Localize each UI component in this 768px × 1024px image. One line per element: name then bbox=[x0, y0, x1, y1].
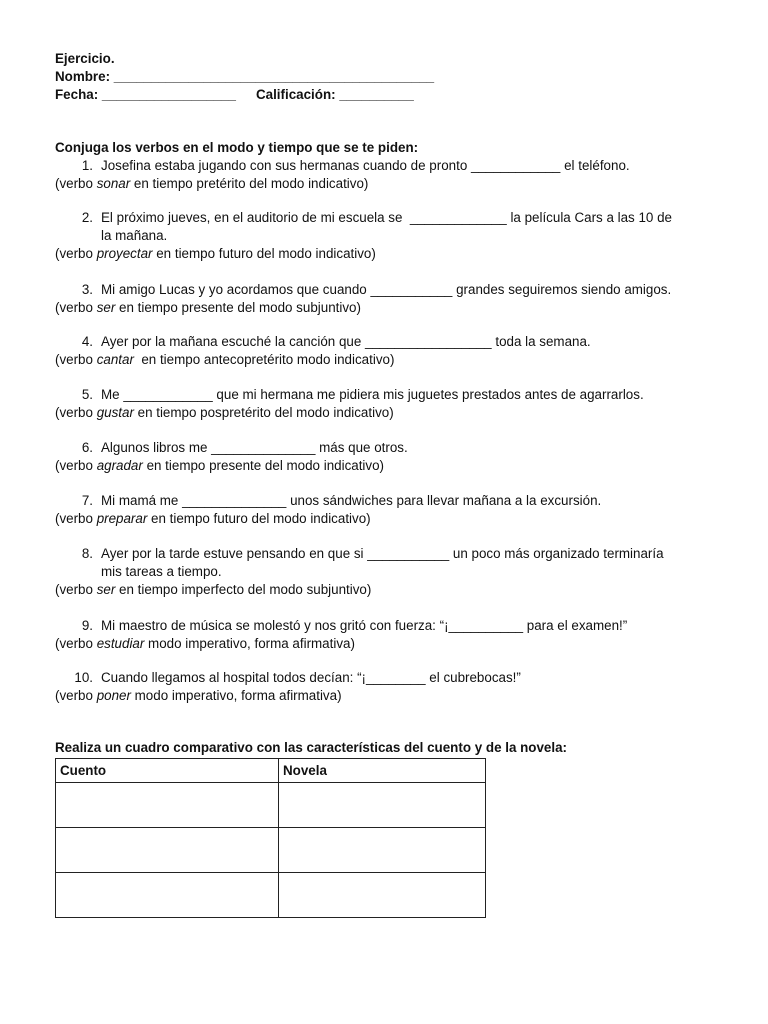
exercise-sentence bbox=[55, 386, 715, 404]
exercise-number: 7. bbox=[81, 493, 93, 508]
verb-hint bbox=[55, 175, 715, 193]
column-header-cuento: Cuento bbox=[56, 759, 279, 783]
hint-prefix: (verbo bbox=[55, 688, 97, 703]
sentence-end: grandes seguiremos siendo amigos. bbox=[452, 282, 672, 297]
section2-instruction: Realiza un cuadro comparativo con las características del cuento y de la novela: bbox=[55, 740, 568, 755]
sentence-start: Ayer por la tarde estuve pensando en que si bbox=[101, 546, 368, 561]
sentence-start: Mi maestro de música se molestó y nos gritó con fuerza: “¡ bbox=[101, 618, 449, 633]
exercise-item bbox=[55, 669, 715, 705]
sentence-end: unos sándwiches para llevar mañana a la excursión. bbox=[286, 493, 602, 508]
hint-suffix: en tiempo imperfecto del modo subjuntivo) bbox=[115, 582, 372, 597]
verb-infinitive: ser bbox=[96, 582, 116, 597]
date-blank: __________________ bbox=[101, 87, 236, 102]
sentence-end: toda la semana. bbox=[491, 334, 591, 349]
sentence-start: Me bbox=[101, 387, 124, 402]
answer-blank[interactable]: _________________ bbox=[365, 334, 492, 349]
name-line bbox=[55, 68, 434, 86]
worksheet-title: Ejercicio. bbox=[55, 51, 115, 66]
sentence-end: un poco más organizado terminaría bbox=[449, 546, 664, 561]
exercise-item bbox=[55, 386, 715, 422]
exercise-sentence bbox=[55, 617, 715, 635]
exercise-number: 2. bbox=[81, 210, 93, 225]
verb-hint bbox=[55, 404, 715, 422]
verb-infinitive: preparar bbox=[96, 511, 148, 526]
hint-suffix: en tiempo pospretérito del modo indicativo) bbox=[133, 405, 394, 420]
exercise-item bbox=[55, 333, 715, 369]
exercise-number: 5. bbox=[81, 387, 93, 402]
hint-prefix: (verbo bbox=[55, 636, 97, 651]
hint-prefix: (verbo bbox=[55, 511, 97, 526]
verb-infinitive: gustar bbox=[96, 405, 134, 420]
verb-infinitive: ser bbox=[96, 300, 116, 315]
exercise-number: 10. bbox=[74, 670, 93, 685]
table-header-row bbox=[56, 759, 486, 783]
verb-infinitive: agradar bbox=[96, 458, 143, 473]
hint-prefix: (verbo bbox=[55, 458, 97, 473]
verb-hint bbox=[55, 510, 715, 528]
sentence-end: la película Cars a las 10 de bbox=[506, 210, 672, 225]
verb-infinitive: proyectar bbox=[96, 246, 153, 261]
verb-infinitive: estudiar bbox=[96, 636, 145, 651]
table-row bbox=[56, 873, 486, 918]
name-label: Nombre: bbox=[55, 69, 111, 84]
verb-infinitive: poner bbox=[96, 688, 131, 703]
verb-hint bbox=[55, 245, 715, 263]
hint-prefix: (verbo bbox=[55, 176, 97, 191]
hint-suffix: en tiempo futuro del modo indicativo) bbox=[152, 246, 376, 261]
exercise-sentence bbox=[55, 209, 715, 227]
hint-suffix: en tiempo presente del modo indicativo) bbox=[142, 458, 385, 473]
name-blank: ___________________________________________ bbox=[113, 69, 435, 84]
sentence-start: Algunos libros me bbox=[101, 440, 212, 455]
table-cell[interactable] bbox=[56, 873, 279, 918]
verb-hint bbox=[55, 457, 715, 475]
hint-prefix: (verbo bbox=[55, 352, 97, 367]
exercise-item bbox=[55, 439, 715, 475]
hint-prefix: (verbo bbox=[55, 246, 97, 261]
hint-suffix: en tiempo pretérito del modo indicativo) bbox=[130, 176, 369, 191]
answer-blank[interactable]: ___________ bbox=[367, 546, 450, 561]
verb-hint bbox=[55, 687, 715, 705]
grade-label: Calificación: bbox=[255, 87, 336, 102]
section1-instruction: Conjuga los verbos en el modo y tiempo que se te piden: bbox=[55, 140, 419, 155]
exercise-number: 1. bbox=[81, 158, 93, 173]
sentence-continuation: la mañana. bbox=[101, 228, 168, 243]
answer-blank[interactable]: ____________ bbox=[471, 158, 561, 173]
exercise-item bbox=[55, 545, 715, 599]
answer-blank[interactable]: ________ bbox=[366, 670, 426, 685]
hint-suffix: en tiempo futuro del modo indicativo) bbox=[147, 511, 371, 526]
verb-hint bbox=[55, 635, 715, 653]
exercise-sentence bbox=[55, 333, 715, 351]
verb-infinitive: sonar bbox=[96, 176, 131, 191]
exercise-number: 9. bbox=[81, 618, 93, 633]
answer-blank[interactable]: ______________ bbox=[182, 493, 287, 508]
sentence-start: Josefina estaba jugando con sus hermanas cuando de pronto bbox=[101, 158, 471, 173]
exercise-number: 6. bbox=[81, 440, 93, 455]
verb-infinitive: cantar bbox=[96, 352, 134, 367]
sentence-start: Ayer por la mañana escuché la canción que bbox=[101, 334, 366, 349]
exercise-sentence bbox=[55, 439, 715, 457]
exercise-item bbox=[55, 157, 715, 193]
sentence-end: para el examen!” bbox=[523, 618, 628, 633]
exercise-sentence bbox=[55, 281, 715, 299]
table-cell[interactable] bbox=[279, 828, 486, 873]
date-grade-line bbox=[55, 86, 414, 104]
date-label: Fecha: bbox=[55, 87, 99, 102]
hint-suffix: en tiempo presente del modo subjuntivo) bbox=[115, 300, 361, 315]
exercise-sentence bbox=[55, 157, 715, 175]
sentence-start: Cuando llegamos al hospital todos decían: “¡ bbox=[101, 670, 366, 685]
sentence-end: más que otros. bbox=[315, 440, 408, 455]
sentence-start: Mi mamá me bbox=[101, 493, 183, 508]
sentence-continuation: mis tareas a tiempo. bbox=[101, 564, 222, 579]
column-header-novela: Novela bbox=[279, 759, 486, 783]
sentence-end: que mi hermana me pidiera mis juguetes prestados antes de agarrarlos. bbox=[212, 387, 644, 402]
grade-blank: __________ bbox=[339, 87, 414, 102]
answer-blank[interactable]: _____________ bbox=[409, 210, 507, 225]
comparison-table bbox=[55, 758, 486, 918]
table-row bbox=[56, 828, 486, 873]
hint-suffix: modo imperativo, forma afirmativa) bbox=[130, 688, 342, 703]
sentence-start: Mi amigo Lucas y yo acordamos que cuando bbox=[101, 282, 371, 297]
table-cell[interactable] bbox=[279, 783, 486, 828]
answer-blank[interactable]: __________ bbox=[448, 618, 524, 633]
hint-suffix: en tiempo antecopretérito modo indicativo) bbox=[133, 352, 395, 367]
exercise-item bbox=[55, 617, 715, 653]
sentence-end: el teléfono. bbox=[560, 158, 630, 173]
table-cell[interactable] bbox=[279, 873, 486, 918]
hint-prefix: (verbo bbox=[55, 300, 97, 315]
exercise-number: 4. bbox=[81, 334, 93, 349]
exercise-sentence bbox=[55, 492, 715, 510]
answer-blank[interactable]: ____________ bbox=[123, 387, 213, 402]
exercise-item bbox=[55, 281, 715, 317]
hint-prefix: (verbo bbox=[55, 405, 97, 420]
hint-prefix: (verbo bbox=[55, 582, 97, 597]
table-row bbox=[56, 783, 486, 828]
sentence-start: El próximo jueves, en el auditorio de mi escuela se bbox=[101, 210, 410, 225]
exercise-sentence bbox=[55, 669, 715, 687]
verb-hint bbox=[55, 299, 715, 317]
exercise-item bbox=[55, 492, 715, 528]
exercise-item bbox=[55, 209, 715, 263]
table-cell[interactable] bbox=[56, 828, 279, 873]
answer-blank[interactable]: ___________ bbox=[370, 282, 453, 297]
hint-suffix: modo imperativo, forma afirmativa) bbox=[144, 636, 355, 651]
table-cell[interactable] bbox=[56, 783, 279, 828]
sentence-end: el cubrebocas!” bbox=[425, 670, 521, 685]
verb-hint bbox=[55, 351, 715, 369]
exercise-number: 8. bbox=[81, 546, 93, 561]
verb-hint bbox=[55, 581, 715, 599]
exercise-number: 3. bbox=[81, 282, 93, 297]
exercise-sentence bbox=[55, 545, 715, 563]
answer-blank[interactable]: ______________ bbox=[211, 440, 316, 455]
